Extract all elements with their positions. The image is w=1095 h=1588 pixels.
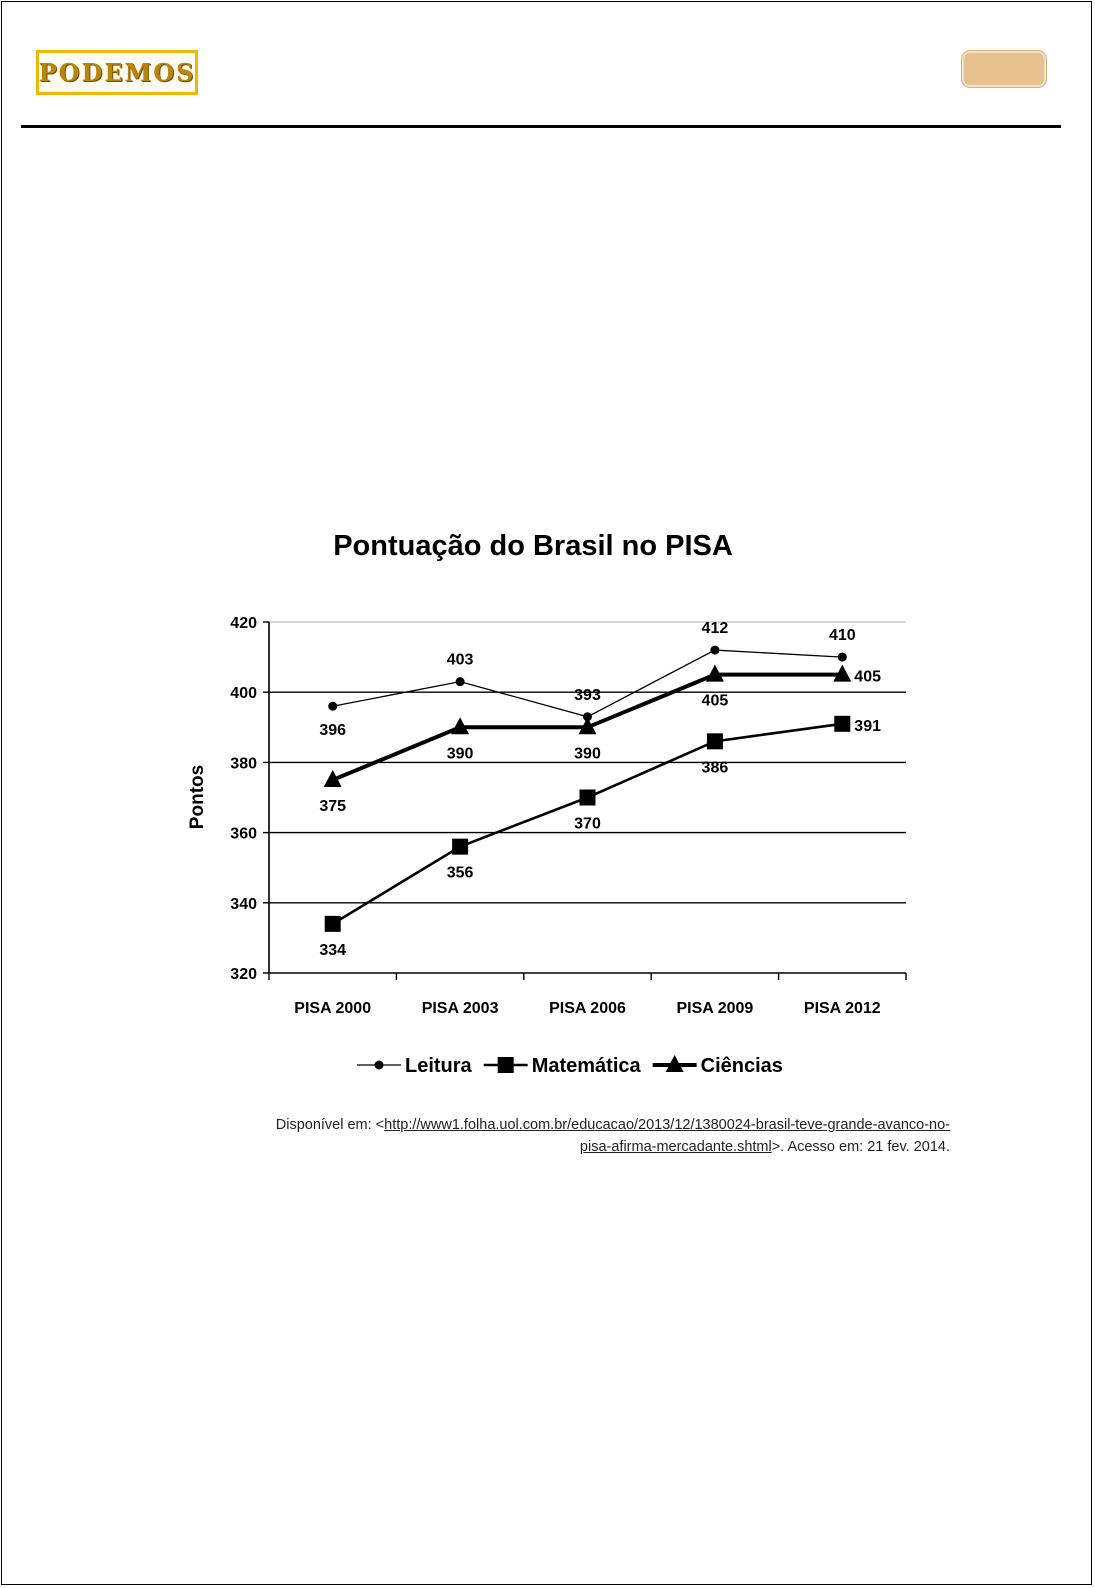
data-labels <box>319 620 881 959</box>
series-0-label-0: 396 <box>319 722 347 740</box>
series-0-point-0 <box>328 702 337 711</box>
source-citation <box>120 1114 950 1158</box>
series-1-point-2 <box>580 790 596 806</box>
series-1-label-2: 370 <box>574 815 601 833</box>
legend-label-2: Ciências <box>700 1055 783 1077</box>
series-1-point-4 <box>834 716 850 732</box>
legend-label-1: Matemática <box>531 1055 641 1077</box>
logo-text: PODEMOS <box>38 58 196 87</box>
legend-label-0: Leitura <box>405 1055 472 1077</box>
y-tick-label-380: 380 <box>230 755 257 773</box>
x-tick-label-1: PISA 2003 <box>421 1000 499 1017</box>
legend <box>357 1055 783 1077</box>
source-link-line1[interactable]: http://www1.folha.uol.com.br/educacao/2013/12/1380024-brasil-teve-grande-avanco-no- <box>384 1117 950 1133</box>
series-1-point-0 <box>325 916 341 932</box>
series-2-label-4: 405 <box>854 668 882 686</box>
x-tick-label-0: PISA 2000 <box>294 1000 372 1017</box>
series-2-label-0: 375 <box>319 797 347 815</box>
series-0-label-1: 403 <box>446 651 474 669</box>
legend-marker-1 <box>498 1057 514 1073</box>
source-link-line2[interactable]: pisa-afirma-mercadante.shtml <box>579 1139 772 1155</box>
series-0-point-1 <box>456 677 465 686</box>
series-1-point-1 <box>452 839 468 855</box>
series-2-label-2: 390 <box>574 745 601 763</box>
series-1-label-0: 334 <box>319 941 347 959</box>
series-0-label-2: 393 <box>574 686 601 704</box>
source-prefix: Disponível em: < <box>275 1117 385 1133</box>
series-1-label-1: 356 <box>446 864 474 882</box>
y-tick-label-340: 340 <box>230 895 257 913</box>
y-tick-label-320: 320 <box>230 966 257 983</box>
series-1-label-3: 386 <box>701 759 729 777</box>
y-tick-label-420: 420 <box>230 615 257 632</box>
series-1-label-4: 391 <box>854 717 882 735</box>
series-0-point-4 <box>838 653 847 662</box>
x-tick-label-2: PISA 2006 <box>549 1000 626 1017</box>
series-0-point-3 <box>710 646 719 655</box>
series-line-0 <box>333 650 843 717</box>
series-2-label-3: 405 <box>701 692 729 710</box>
source-suffix: >. Acesso em: 21 fev. 2014. <box>771 1139 950 1155</box>
chart-title: Pontuação do Brasil no PISA <box>333 530 733 562</box>
x-tick-label-3: PISA 2009 <box>676 1000 754 1017</box>
series-0-label-4: 410 <box>828 627 856 645</box>
x-tick-label-4: PISA 2012 <box>803 1000 881 1017</box>
y-tick-label-400: 400 <box>230 685 257 703</box>
legend-marker-0 <box>375 1061 384 1070</box>
series-2-label-1: 390 <box>446 745 474 763</box>
grid-lines <box>269 622 906 903</box>
series-1-point-3 <box>707 733 723 749</box>
y-axis-label: Pontos <box>187 764 208 830</box>
series-0-label-3: 412 <box>701 620 729 638</box>
y-tick-label-360: 360 <box>230 825 257 843</box>
